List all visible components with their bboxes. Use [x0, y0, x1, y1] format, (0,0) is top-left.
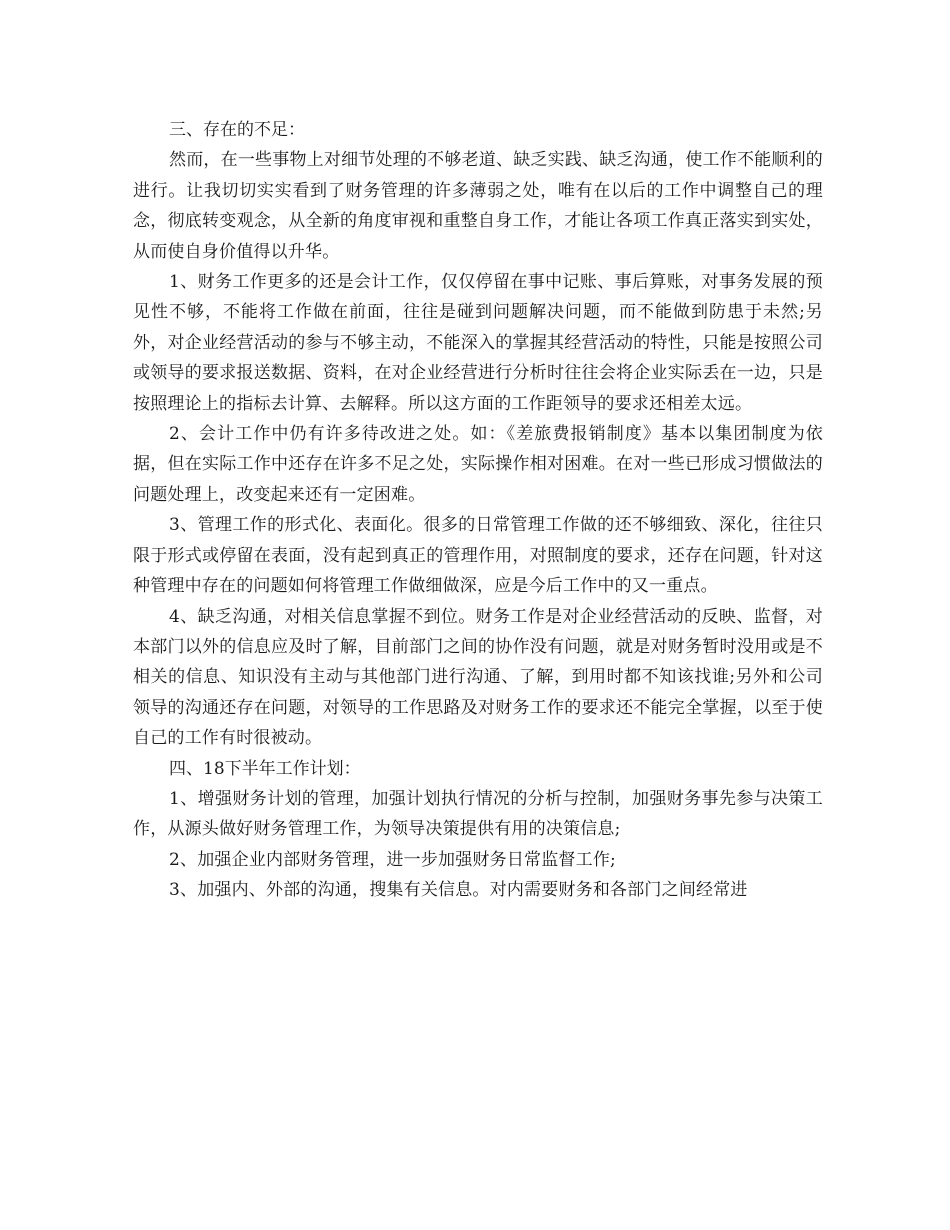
list-item-shortcoming-2: 2、会计工作中仍有许多待改进之处。如：《差旅费报销制度》基本以集团制度为依据，但在实际工作中还存在许多不足之处，实际操作相对困难。在对一些已形成习惯做法的问题处理上，改变起来还有一定困难。	[133, 424, 823, 505]
section-heading-work-plan: 四、18下半年工作计划：	[169, 758, 361, 779]
list-item-plan-2: 2、加强企业内部财务管理，进一步加强财务日常监督工作;	[169, 849, 616, 870]
list-item-shortcoming-4: 4、缺乏沟通，对相关信息掌握不到位。财务工作是对企业经营活动的反映、监督，对本部门以外的信息应及时了解，目前部门之间的协作没有问题，就是对财务暂时没用或是不相关的信息、知识没有主动与其他部门进行沟通、了解，到用时都不知该找谁;另外和公司领导的沟通还存在问题，对领导的工作思路及对财务工作的要求还不能完全掌握，以至于使自己的工作有时很被动。	[133, 606, 823, 749]
list-item-shortcoming-3: 3、管理工作的形式化、表面化。很多的日常管理工作做的还不够细致、深化，往往只限于形式或停留在表面，没有起到真正的管理作用，对照制度的要求，还存在问题，针对这种管理中存在的问题如何将管理工作做细做深，应是今后工作中的又一重点。	[133, 515, 823, 597]
section-heading-shortcomings: 三、存在的不足：	[169, 120, 305, 140]
document-body	[133, 115, 823, 906]
list-item-plan-3: 3、加强内、外部的沟通，搜集有关信息。对内需要财务和各部门之间经常进	[169, 880, 748, 901]
paragraph-shortcomings-intro: 然而，在一些事物上对细节处理的不够老道、缺乏实践、缺乏沟通，使工作不能顺利的进行。让我切切实实看到了财务管理的许多薄弱之处，唯有在以后的工作中调整自己的理念，彻底转变观念，从全新的角度审视和重整自身工作，才能让各项工作真正落实到实处，从而使自身价值得以升华。	[133, 150, 823, 262]
list-item-plan-1: 1、增强财务计划的管理，加强计划执行情况的分析与控制，加强财务事先参与决策工作，从源头做好财务管理工作，为领导决策提供有用的决策信息;	[133, 788, 823, 840]
list-item-shortcoming-1: 1、财务工作更多的还是会计工作，仅仅停留在事中记账、事后算账，对事务发展的预见性不够，不能将工作做在前面，往往是碰到问题解决问题，而不能做到防患于未然;另外，对企业经营活动的参与不够主动，不能深入的掌握其经营活动的特性，只能是按照公司或领导的要求报送数据、资料，在对企业经营进行分析时往往会将企业实际丢在一边，只是按照理论上的指标去计算、去解释。所以这方面的工作距领导的要求还相差太远。	[133, 272, 823, 414]
